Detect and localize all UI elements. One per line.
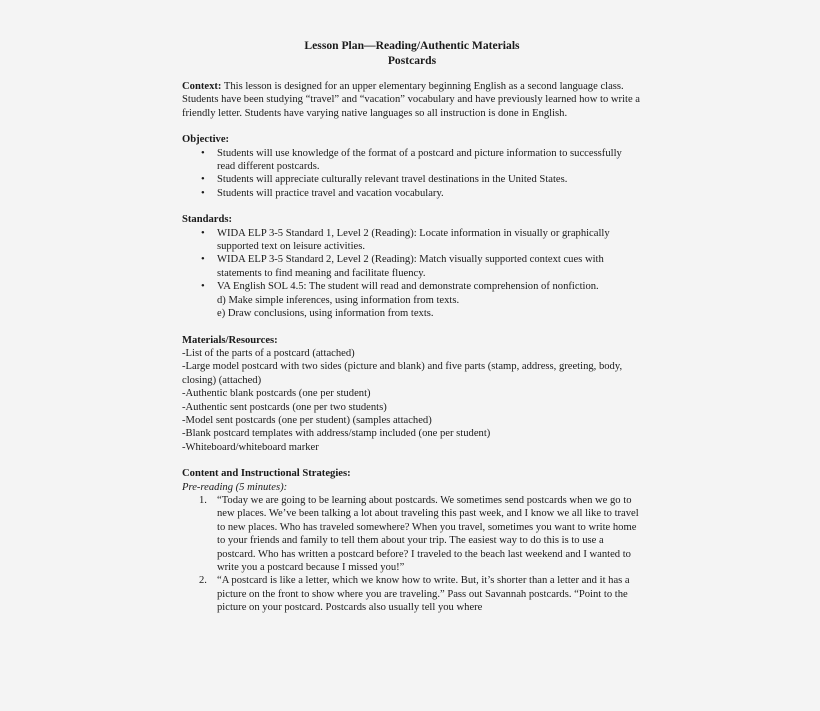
- objective-item: • Students will use knowledge of the format of a postcard and picture information to successfully read different postcards.: [182, 147, 642, 174]
- strategy-step: [182, 574, 642, 614]
- standards-section: [182, 213, 642, 320]
- standards-item: • WIDA ELP 3-5 Standard 1, Level 2 (Reading): Locate information in visually or graphically supported text on leisure activities.: [182, 227, 642, 254]
- materials-label: Materials/Resources:: [182, 334, 278, 346]
- standards-item: • WIDA ELP 3-5 Standard 2, Level 2 (Reading): Match visually supported context cues with statements to find meaning and facilitate fluency.: [182, 253, 642, 280]
- strategies-section: [182, 467, 642, 614]
- objective-label: Objective:: [182, 134, 230, 146]
- objective-item: • Students will practice travel and vacation vocabulary.: [182, 187, 642, 200]
- materials-item: -Whiteboard/whiteboard marker: [182, 441, 319, 453]
- materials-section: [182, 334, 642, 455]
- strategies-label: Content and Instructional Strategies:: [182, 468, 351, 480]
- step-text: “A postcard is like a letter, which we know how to write. But, it’s shorter than a letter and it has a picture on the front to show where you are traveling.” Pass out Savannah postcards. “Point to the picture on your postcard. Postcards also usually tell you where: [217, 575, 630, 614]
- standards-list: [182, 227, 642, 294]
- step-number: 2.: [199, 575, 207, 587]
- standards-subitem: d) Make simple inferences, using information from texts.: [217, 294, 460, 306]
- standards-subitem: e) Draw conclusions, using information from texts.: [217, 308, 434, 320]
- standards-label: Standards:: [182, 214, 233, 226]
- materials-item: -Authentic sent postcards (one per two students): [182, 401, 387, 413]
- document-title: [182, 38, 642, 68]
- context-text: This lesson is designed for an upper elementary beginning English as a second language class. Students have been studying “travel” and “vacation” vocabulary and have previously learned how to write a friendly letter. Students have varying native languages so all instruction is done in English.: [182, 81, 641, 119]
- materials-item: -List of the parts of a postcard (attached): [182, 347, 355, 359]
- objective-item: • Students will appreciate culturally relevant travel destinations in the United States.: [182, 173, 642, 186]
- materials-item: -Large model postcard with two sides (picture and blank) and five parts (stamp, address, greeting, body, closing) (attached): [182, 361, 623, 386]
- title-line-2: Postcards: [387, 54, 437, 67]
- step-number: 1.: [199, 494, 207, 506]
- materials-item: -Blank postcard templates with address/stamp included (one per student): [182, 428, 491, 440]
- pre-reading-heading: Pre-reading (5 minutes):: [182, 481, 288, 493]
- materials-item: -Authentic blank postcards (one per student): [182, 388, 371, 400]
- objective-section: [182, 133, 642, 200]
- document-body: [182, 38, 642, 615]
- standards-item: • VA English SOL 4.5: The student will read and demonstrate comprehension of nonfiction.: [182, 280, 642, 293]
- step-text: “Today we are going to be learning about postcards. We sometimes send postcards when we go to new places. We’ve been talking a lot about traveling this past week, and I know we all like to travel to new places. Who has traveled somewhere? When you travel, sometimes you want to write home to your friends and family to tell them about your trip. The easiest way to do this is to use a postcard. Who has written a postcard before? I traveled to the beach last weekend and I wanted to write you a postcard because I missed you!”: [217, 494, 639, 573]
- context-label: Context:: [182, 81, 222, 92]
- context-paragraph: [182, 80, 642, 120]
- strategy-step: [182, 494, 642, 574]
- title-line-1: Lesson Plan—Reading/Authentic Materials: [304, 39, 520, 52]
- strategies-steps: [182, 494, 642, 615]
- materials-item: -Model sent postcards (one per student) (samples attached): [182, 414, 432, 426]
- objective-list: [182, 147, 642, 201]
